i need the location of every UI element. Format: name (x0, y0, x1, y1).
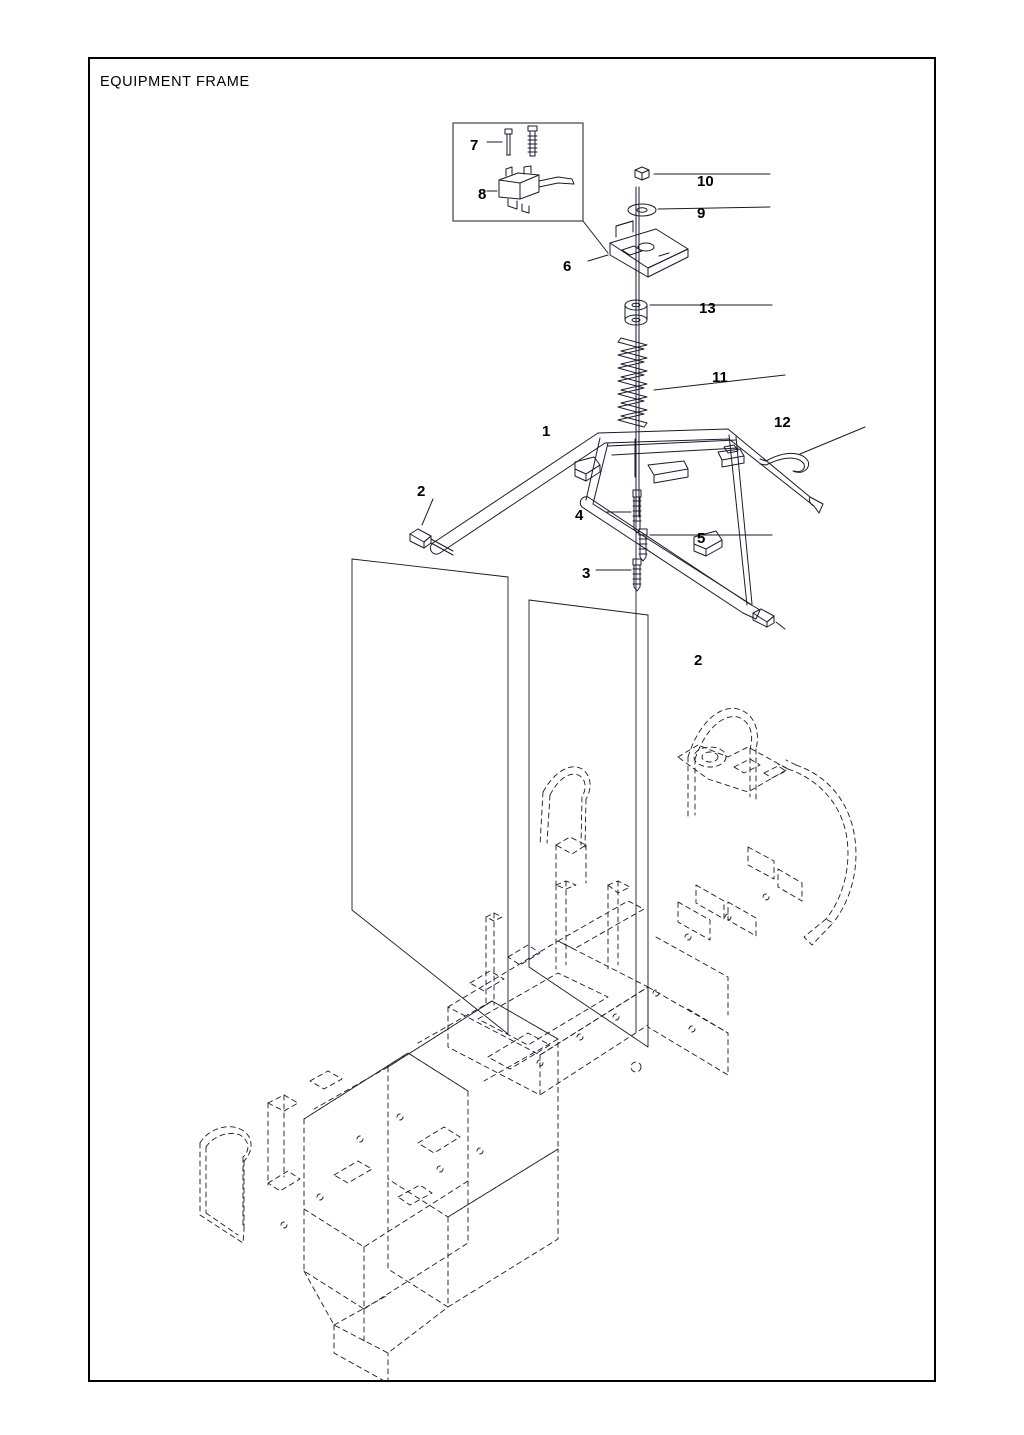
part-7-screws (487, 126, 537, 156)
part-3-bolt (596, 559, 641, 591)
callout-10: 10 (697, 173, 714, 190)
callout-6: 6 (563, 258, 572, 275)
callout-2-left: 2 (417, 483, 426, 500)
page-title: EQUIPMENT FRAME (100, 74, 250, 90)
callout-11: 11 (712, 369, 728, 386)
parts-diagram (88, 57, 936, 1382)
part-1-frame-bar (430, 429, 823, 619)
callout-12: 12 (774, 414, 791, 431)
part-12-hairpin-clip (760, 427, 865, 472)
callout-8: 8 (478, 186, 487, 203)
part-2-pin-right (753, 609, 785, 629)
machine-chassis-phantom (200, 708, 856, 1382)
part-11-spring (618, 187, 785, 517)
assembly-guide-planes (352, 517, 648, 1047)
callout-1: 1 (542, 423, 551, 440)
callout-4: 4 (575, 507, 584, 524)
part-2-pin-left (410, 499, 453, 555)
callout-2-right: 2 (694, 652, 703, 669)
callout-9: 9 (697, 205, 706, 222)
callout-13: 13 (699, 300, 716, 317)
callout-5: 5 (697, 530, 706, 547)
callout-3: 3 (582, 565, 591, 582)
part-6-bracket (588, 221, 688, 277)
part-8-switch (487, 166, 574, 213)
callout-7: 7 (470, 137, 479, 154)
